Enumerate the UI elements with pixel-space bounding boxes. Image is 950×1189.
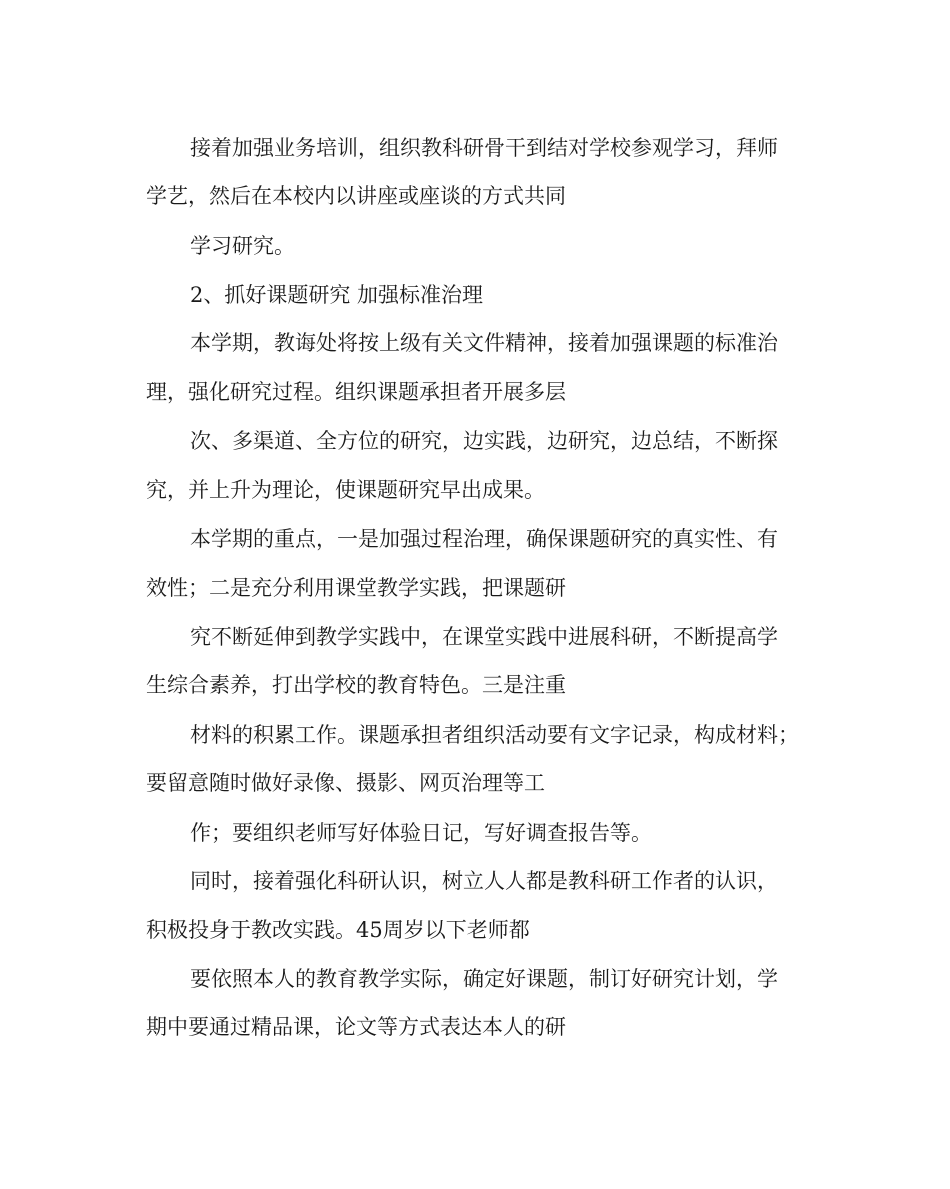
text-line: 理，强化研究过程。组织课题承担者开展多层	[146, 380, 566, 404]
text-line: 次、多渠道、全方位的研究，边实践，边研究，边总结，不断探	[190, 429, 778, 453]
text-line: 究不断延伸到教学实践中，在课堂实践中进展科研，不断提高学	[190, 625, 778, 649]
text-line: 本学期，教诲处将按上级有关文件精神，接着加强课题的标准治	[190, 331, 778, 355]
text-line: 要留意随时做好录像、摄影、网页治理等工	[146, 771, 545, 795]
text-line: 要依照本人的教育教学实际，确定好课题，制订好研究计划，学	[190, 967, 778, 991]
text-line: 同时，接着强化科研认识，树立人人都是教科研工作者的认识，	[190, 869, 778, 893]
text-line: 材料的积累工作。课题承担者组织活动要有文字记录，构成材料；	[190, 723, 799, 747]
text-line: 本学期的重点，一是加强过程治理，确保课题研究的真实性、有	[190, 527, 778, 551]
text-line: 作；要组织老师写好体验日记，写好调查报告等。	[190, 821, 652, 845]
section-heading: 2、抓好课题研究 加强标准治理	[190, 283, 484, 307]
text-line: 学艺，然后在本校内以讲座或座谈的方式共同	[146, 184, 566, 208]
text-line: 学习研究。	[190, 234, 295, 258]
text-line: 生综合素养，打出学校的教育特色。三是注重	[146, 673, 566, 697]
text-line: 接着加强业务培训，组织教科研骨干到结对学校参观学习，拜师	[190, 136, 778, 160]
text-line: 效性；二是充分利用课堂教学实践，把课题研	[146, 576, 566, 600]
text-line: 期中要通过精品课，论文等方式表达本人的研	[146, 1015, 566, 1039]
text-line: 积极投身于教改实践。45周岁以下老师都	[146, 918, 530, 942]
text-line: 究，并上升为理论，使课题研究早出成果。	[146, 478, 545, 502]
